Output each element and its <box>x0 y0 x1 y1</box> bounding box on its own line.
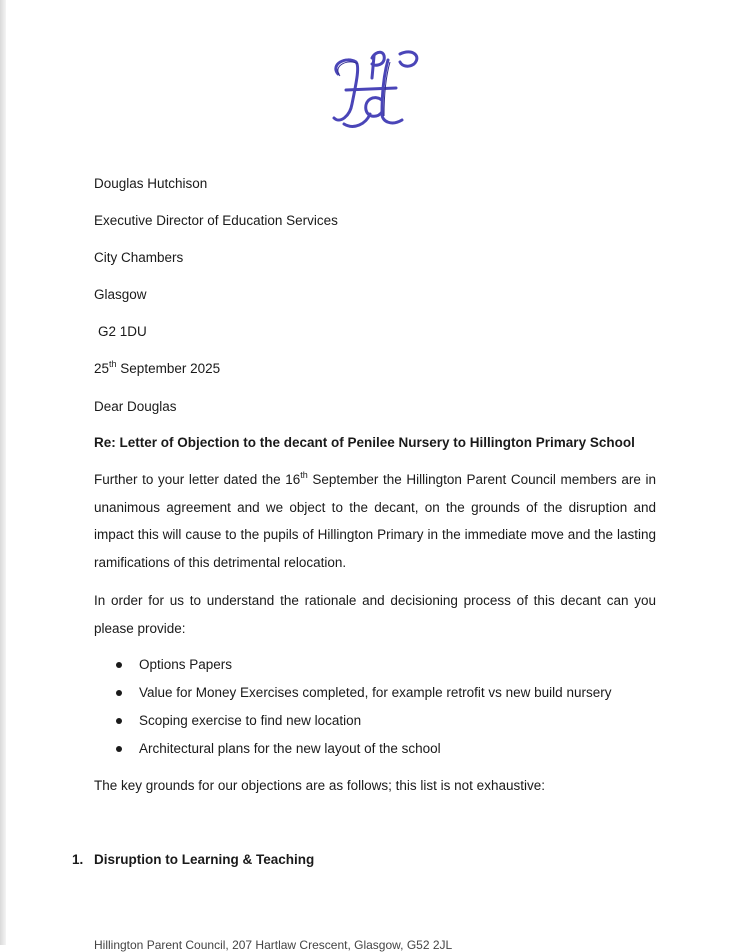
list-item <box>94 710 611 738</box>
recipient-title: Executive Director of Education Services <box>94 213 338 228</box>
bullet-icon <box>116 690 122 696</box>
para1-line1 <box>94 466 656 494</box>
para1-line1-sup: th <box>300 469 308 480</box>
bullet-icon <box>116 746 122 752</box>
paragraph-objection <box>94 466 656 576</box>
footer-address: Hillington Parent Council, 207 Hartlaw Crescent, Glasgow, G52 2JL <box>94 938 453 952</box>
section-number: 1. <box>72 852 84 867</box>
list-item-text: Value for Money Exercises completed, for example retrofit vs new build nursery <box>139 685 612 700</box>
para1-line1-b: September the Hillington Parent Council members are in <box>307 472 656 487</box>
salutation: Dear Douglas <box>94 399 177 414</box>
subject-line: Re: Letter of Objection to the decant of Penilee Nursery to Hillington Primary School <box>94 435 635 450</box>
list-item <box>94 738 611 766</box>
recipient-building: City Chambers <box>94 250 184 265</box>
para2-line1: In order for us to understand the rationale and decisioning process of this decant can you <box>94 593 656 608</box>
para1-line4: ramifications of this detrimental relocation. <box>94 554 347 570</box>
recipient-name: Douglas Hutchison <box>94 176 208 191</box>
section-title: Disruption to Learning & Teaching <box>94 852 315 867</box>
para1-line3: impact this will cause to the pupils of Hillington Primary in the immediate move and the lasting <box>94 527 656 542</box>
paragraph-request <box>94 587 656 642</box>
page-edge <box>0 0 6 945</box>
letter-date <box>94 360 220 378</box>
section-heading <box>72 852 314 867</box>
list-item-text: Options Papers <box>139 657 233 672</box>
bullet-icon <box>116 662 122 668</box>
date-day: 25 <box>94 361 110 376</box>
grounds-intro: The key grounds for our objections are as follows; this list is not exhaustive: <box>94 778 545 793</box>
list-item-text: Architectural plans for the new layout of the school <box>139 741 441 756</box>
date-rest: September 2025 <box>116 361 221 376</box>
para1-line1-a: Further to your letter dated the 16 <box>94 472 301 487</box>
bullet-icon <box>116 718 122 724</box>
para1-line2: unanimous agreement and we object to the decant, on the grounds of the disruption and <box>94 499 656 515</box>
list-item <box>94 682 611 710</box>
date-suffix: th <box>109 358 117 369</box>
list-item-text: Scoping exercise to find new location <box>139 713 362 728</box>
para2-line2: please provide: <box>94 620 186 636</box>
parent-council-logo <box>326 44 426 130</box>
list-item <box>94 654 611 682</box>
recipient-city: Glasgow <box>94 287 147 302</box>
request-list <box>94 654 611 766</box>
recipient-postcode: G2 1DU <box>98 324 147 339</box>
